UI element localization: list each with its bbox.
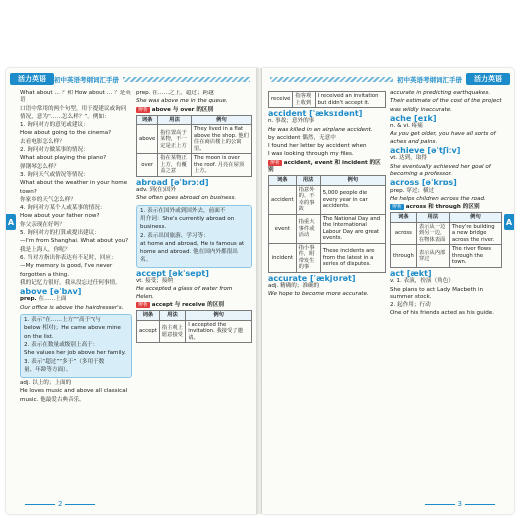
table-cell: The moon is over the roof. 月亮在屋顶上方。	[191, 154, 251, 177]
table-cell: through	[391, 245, 417, 268]
text-line: on the list.	[24, 333, 54, 340]
text-block	[20, 380, 132, 404]
table-header-cell: 用法	[158, 115, 192, 125]
right-column-2	[390, 90, 502, 319]
left-page-header	[10, 72, 254, 86]
example-sentence: As you get older, you have all sorts of aches and pains.	[390, 131, 496, 145]
table-cell: across	[391, 222, 417, 245]
text-line: What about the weather in your home	[20, 180, 128, 187]
table-row	[269, 185, 386, 214]
text-line: adj. 以上的；上面的	[20, 380, 72, 387]
table-cell: accept	[137, 320, 160, 343]
table-cell: above	[137, 125, 158, 154]
text-line: home and abroad. 他在国内外都很出名。	[140, 249, 238, 263]
definition: vt. 达到，取得	[390, 155, 428, 162]
table-row	[137, 125, 252, 154]
text-line: 你家乡的天气怎么样？	[20, 196, 76, 203]
headword-above: above [əˈbʌv]	[20, 287, 82, 297]
table-cell: They're building a new bridge across the river.	[449, 222, 501, 245]
definition: vt. 接受；接纳	[136, 278, 174, 285]
table-cell: They lived in a flat above the shop. 他们住在商店楼上的公寓里。	[191, 125, 251, 154]
definition: adj. 精确的；准确的	[268, 283, 320, 290]
left-column-2	[136, 90, 252, 345]
table-cell: incident	[269, 243, 297, 272]
table-cell: The river flows through the town.	[449, 245, 501, 268]
comparison-table	[136, 310, 252, 343]
definition: n. & vi. 疼痛	[390, 123, 423, 130]
table-header-cell: 例句	[191, 115, 251, 125]
table-header-row	[391, 213, 502, 223]
usage-note	[136, 205, 252, 268]
example-sentence: He helps children across the road.	[390, 195, 486, 202]
text-line: 去看电影怎么样？	[20, 138, 65, 145]
definition: n. 事故；意外的事	[268, 118, 315, 125]
table-cell: over	[137, 154, 158, 177]
letter-tab: A	[504, 214, 514, 230]
left-page	[6, 68, 258, 514]
text-line: —I'm from Shanghai. What about you?	[20, 238, 129, 245]
text-line: was wildly inaccurate.	[390, 106, 452, 113]
table-header-cell: 例句	[449, 213, 501, 223]
page-number: 3	[422, 500, 498, 508]
text-line: 情况，意为“……怎么样？”。例如：	[20, 113, 110, 120]
table-cell: receive	[269, 92, 293, 108]
text-line: below 相对)；He came above mine	[24, 325, 121, 332]
table-cell: 指在某物正上方，有覆盖之意	[158, 154, 192, 177]
text-line: 2. 起作用；行动	[390, 302, 431, 309]
text-line: 2. 表示出国旅游、学习等：	[140, 232, 209, 239]
text-line: 你父亲现在好吗？	[20, 221, 65, 228]
text-line: at home and abroad, He is famous at	[140, 240, 245, 247]
header-stripe	[270, 77, 393, 82]
table-cell: These incidents are from the latest in a series of disputes.	[320, 243, 385, 272]
right-page	[262, 68, 514, 514]
book-title: 初中英语考纲词汇手册	[54, 75, 119, 84]
text-line: accurate in predicting earthquakes.	[390, 90, 491, 96]
text-line: —My memory is good, I've never	[20, 263, 113, 270]
table-cell: 指主观上愿意接受	[159, 320, 185, 343]
text-line: What about … ？和 How about … ？是英语	[20, 90, 131, 104]
table-cell: I received an invitation but didn't accept it.	[315, 92, 385, 108]
table-header-row	[137, 311, 252, 321]
text-block	[390, 90, 502, 114]
table-cell: 指客观上收到	[293, 92, 315, 108]
table-title: 辨析 accident, event 和 incident 的区别	[268, 159, 381, 174]
example-sentence: We hope to become more accurate.	[268, 291, 369, 298]
text-line: 弹钢琴怎么样？	[20, 163, 60, 170]
text-line: Their estimate of the cost of the project	[390, 98, 502, 105]
text-line: I was looking through my files.	[268, 151, 354, 158]
example-sentence: She was above me in the queue.	[136, 98, 228, 105]
definition: prep. 在……上面	[20, 296, 67, 303]
table-header-row	[269, 176, 386, 186]
table-header-cell: 词条	[269, 176, 297, 186]
definition: prep. 在……之上，超过；跨越	[136, 90, 214, 96]
headword-abroad: abroad [əˈbrɔːd]	[136, 177, 209, 187]
comparison-table	[268, 175, 386, 273]
headword-accident: accident [ˈæksɪdənt]	[268, 109, 363, 118]
text-line: 1. 询问对方的意见或建议：	[20, 122, 89, 129]
table-cell: 指小事件，附带发生的事	[296, 243, 320, 272]
table-row	[391, 222, 502, 245]
table-cell: The National Day and the International Labour Day are great events.	[320, 214, 385, 243]
text-line: 2. 表示在数量或级别上高于：	[24, 341, 99, 348]
text-line: 量、年龄等方面）。	[24, 366, 72, 373]
text-line: 2. 询问对方做某事的情况：	[20, 147, 89, 154]
text-block	[20, 90, 132, 287]
text-line: business.	[140, 224, 167, 231]
letter-tab: A	[6, 214, 16, 230]
headword-ache: ache [eɪk]	[390, 113, 437, 123]
table-title: 辨析 accept 与 receive 的区别	[138, 302, 224, 309]
text-line: 5. 询问对方的打算或提出建议：	[20, 230, 100, 237]
table-row	[269, 214, 386, 243]
table-cell: 5,000 people die every year in car accidents.	[320, 185, 385, 214]
text-line: 6. 当对方指出你表达有不足时，回应：	[20, 254, 117, 261]
right-column-1	[268, 90, 386, 300]
table-row	[269, 92, 386, 108]
open-book	[6, 68, 514, 516]
text-line: How about your father now?	[20, 213, 100, 220]
table-cell: 表示从内部穿过	[416, 245, 449, 268]
table-header-cell: 用法	[296, 176, 320, 186]
left-column-1	[20, 90, 132, 405]
comparison-table	[268, 91, 386, 108]
table-cell: 指意外的、不幸的事故	[296, 185, 320, 214]
comparison-table	[136, 115, 252, 177]
headword-act: act [ækt]	[390, 268, 432, 278]
text-block	[268, 135, 386, 159]
table-header-cell: 词条	[137, 115, 158, 125]
headword-accept: accept [əkˈsept]	[136, 268, 209, 278]
text-line: music. 他最爱古典音乐。	[20, 396, 85, 403]
table-header-cell: 用法	[159, 311, 185, 321]
table-row	[391, 245, 502, 268]
usage-note	[20, 314, 132, 378]
headword-achieve: achieve [əˈtʃiːv]	[390, 146, 461, 156]
example-sentence: He was killed in an airplane accident.	[268, 126, 373, 133]
table-row	[137, 154, 252, 177]
book-title: 初中英语考纲词汇手册	[397, 75, 462, 84]
text-line: She plans to act Lady Macbeth in summer stock.	[390, 286, 484, 300]
text-line: 4. 询问对方某个人或某事的情况：	[20, 205, 106, 212]
text-block	[390, 278, 502, 317]
example-sentence: Our office is above the hairdresser's.	[20, 304, 124, 311]
table-row	[269, 243, 386, 272]
definition: adv. 到(在)国外	[136, 187, 177, 194]
table-header-cell: 词条	[137, 311, 160, 321]
table-cell: I accepted the invitation. 我接受了邀请。	[186, 320, 252, 343]
text-line: He loves music and above all classical	[20, 388, 128, 395]
table-header-row	[137, 115, 252, 125]
text-line: by accident 偶然，无意中	[268, 134, 336, 141]
table-cell: 指重大事件或活动	[296, 214, 320, 243]
text-line: I found her letter by accident when	[268, 143, 367, 150]
text-line: She values her job above her family.	[24, 350, 126, 357]
text-line: One of his friends acted as his guide.	[390, 310, 494, 317]
headword-accurate: accurate [ˈækjʊrət]	[268, 273, 356, 283]
headword-across: across [əˈkrɒs]	[390, 178, 457, 188]
brand-label: 活力英语	[466, 73, 510, 85]
page-number: 2	[22, 500, 98, 508]
text-line: town?	[20, 188, 37, 195]
table-cell: event	[269, 214, 297, 243]
text-line: 3. 询问天气或情况等情况：	[20, 171, 89, 178]
text-line: v. 1. 表演，扮演（角色）	[390, 278, 454, 285]
table-header-cell: 例句	[320, 176, 385, 186]
table-header-cell: 用法	[416, 213, 449, 223]
text-line: 我的记忆力很好，我从没忘过任何事情。	[20, 279, 121, 286]
header-stripe	[123, 77, 250, 82]
table-header-cell: 词条	[391, 213, 417, 223]
table-cell: accident	[269, 185, 297, 214]
right-page-header	[266, 72, 510, 86]
table-cell: 指位置高于某物，不一定是正上方	[158, 125, 192, 154]
text-line: 我是上海人，你呢？	[20, 246, 71, 253]
text-line: What about playing the piano?	[20, 155, 107, 162]
example-sentence: She often goes abroad on business.	[136, 195, 237, 202]
example-sentence: She eventually achieved her goal of becoming a professor.	[390, 163, 491, 177]
table-title: 辨析 above 与 over 的区别	[138, 106, 214, 113]
comparison-table	[390, 212, 502, 268]
text-line: How about going to the cinema?	[20, 130, 112, 137]
text-line: 1. 表示在国外或到国外去，前面不	[140, 207, 226, 214]
table-title: 辨析 across 和 through 的区别	[392, 204, 480, 211]
example-sentence: He accepted a glass of water from Helen.	[136, 286, 233, 300]
text-line: 口语中常用的两个句型，用于提建议或询问	[20, 105, 127, 112]
brand-label: 活力英语	[10, 73, 54, 85]
text-line: 1. 表示“在……上方”“高于”(与	[24, 317, 101, 324]
table-cell: 表示从一边到另一边，在物体表面	[416, 222, 449, 245]
table-row	[137, 320, 252, 343]
text-line: forgotten a thing.	[20, 271, 70, 278]
text-line: 3. 表示“超过”“多于”（多用于数	[24, 358, 105, 365]
definition: prep. 穿过；横过	[390, 187, 435, 194]
table-header-cell: 例句	[186, 311, 252, 321]
text-line: 用介词：She's currently abroad on	[140, 216, 235, 223]
